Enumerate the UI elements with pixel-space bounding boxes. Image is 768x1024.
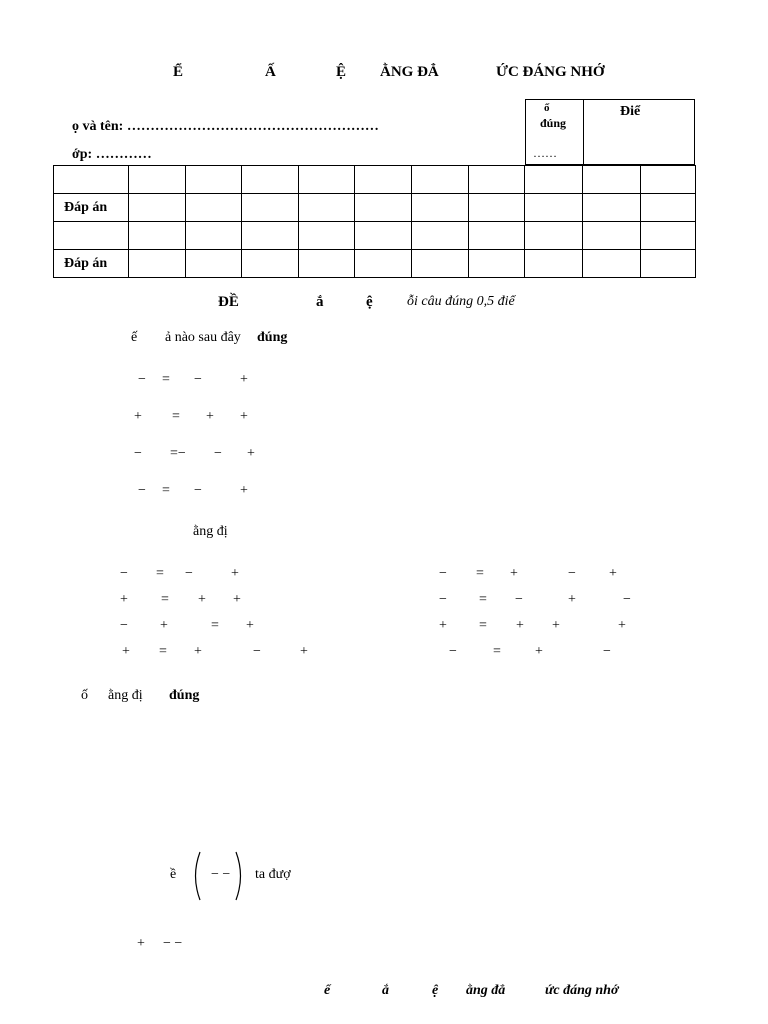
option-symbol: + [122, 644, 130, 659]
option-symbol: + [439, 618, 447, 633]
answer-cell[interactable] [641, 250, 696, 278]
score-box-divider [583, 100, 584, 164]
question-1-keyword: đúng [257, 330, 288, 345]
option-symbol: = [211, 618, 219, 633]
answer-cell[interactable] [525, 166, 583, 194]
answer-table-row [54, 194, 696, 222]
option-symbol: − [138, 372, 146, 387]
option-symbol: − [439, 566, 447, 581]
option-symbol: + [247, 446, 255, 461]
question-2-text: ằng đị [193, 524, 228, 539]
option-symbol: + [233, 592, 241, 607]
answer-cell[interactable] [583, 222, 641, 250]
option-symbol: − − [163, 936, 183, 951]
option-symbol: − [120, 618, 128, 633]
answer-cell[interactable] [186, 194, 242, 222]
option-symbol: − [134, 446, 142, 461]
right-paren-shape [236, 852, 241, 900]
answer-cell[interactable] [299, 194, 355, 222]
option-symbol: + [231, 566, 239, 581]
footer-part-4: ằng đẳ [466, 983, 506, 998]
option-symbol: − [603, 644, 611, 659]
answer-table-row [54, 166, 696, 194]
answer-cell[interactable] [242, 222, 299, 250]
option-symbol: − [194, 372, 202, 387]
answer-cell[interactable] [412, 250, 469, 278]
option-symbol: = [161, 592, 169, 607]
answer-cell[interactable] [186, 166, 242, 194]
row-label-cell [54, 222, 129, 250]
option-symbol: + [134, 409, 142, 424]
left-paren-shape [196, 852, 201, 900]
option-symbol: = [172, 409, 180, 424]
footer-part-5: ức đáng nhớ [545, 983, 619, 998]
option-symbol: − [439, 592, 447, 607]
answer-cell[interactable] [412, 222, 469, 250]
option-symbol: + [516, 618, 524, 633]
row-label-cell [54, 166, 129, 194]
option-symbol: = [162, 372, 170, 387]
option-symbol: + [510, 566, 518, 581]
option-symbol: − [138, 483, 146, 498]
answer-cell[interactable] [583, 250, 641, 278]
question-3-text: ằng đị [108, 688, 143, 703]
option-symbol: + [198, 592, 206, 607]
student-class-field: ớp: ………… [72, 147, 152, 162]
doc-title-part-1: Ể [173, 64, 184, 80]
question-1-text: ả nào sau đây [165, 330, 241, 345]
answer-cell[interactable] [525, 222, 583, 250]
option-symbol: =− [170, 446, 186, 461]
score-label: Điể [620, 104, 641, 119]
question-1-prefix: ế [131, 330, 138, 345]
answer-cell[interactable] [129, 250, 186, 278]
answer-cell[interactable] [641, 194, 696, 222]
answer-table [53, 165, 696, 278]
option-symbol: + [137, 936, 145, 951]
question-4-prefix: ề [170, 867, 177, 882]
answer-cell[interactable] [355, 250, 412, 278]
option-symbol: + [120, 592, 128, 607]
exam-heading-part-1: ĐỀ [218, 294, 239, 310]
answer-cell[interactable] [299, 166, 355, 194]
question-4-suffix: ta đượ [255, 867, 291, 882]
option-symbol: + [206, 409, 214, 424]
answer-cell[interactable] [242, 166, 299, 194]
footer-part-1: ể [324, 983, 331, 998]
row-label-cell: Đáp án [54, 250, 129, 278]
answer-cell[interactable] [641, 166, 696, 194]
option-symbol: + [240, 409, 248, 424]
answer-cell[interactable] [469, 250, 525, 278]
answer-cell[interactable] [355, 194, 412, 222]
option-symbol: = [493, 644, 501, 659]
student-name-field: ọ và tên: ……………………………………………… [72, 119, 379, 134]
score-box [525, 99, 695, 165]
doc-title-part-4: ẰNG ĐẲ [380, 64, 439, 80]
option-symbol: + [618, 618, 626, 633]
option-symbol: − [185, 566, 193, 581]
footer-part-3: ệ [432, 983, 439, 998]
option-symbol: + [609, 566, 617, 581]
answer-cell[interactable] [469, 222, 525, 250]
answer-table-row [54, 222, 696, 250]
answer-cell[interactable] [355, 166, 412, 194]
answer-cell[interactable] [525, 194, 583, 222]
correct-count-label-bottom: đúng [540, 116, 567, 130]
answer-cell[interactable] [186, 222, 242, 250]
option-symbol: + [194, 644, 202, 659]
question-3-keyword: đúng [169, 688, 200, 703]
option-symbol: − [253, 644, 261, 659]
answer-cell[interactable] [299, 222, 355, 250]
question-3-prefix: ố [81, 688, 88, 703]
answer-cell[interactable] [412, 194, 469, 222]
footer-part-2: ắ [382, 983, 389, 998]
option-symbol: − [449, 644, 457, 659]
option-symbol: + [300, 644, 308, 659]
answer-cell[interactable] [242, 250, 299, 278]
answer-cell[interactable] [525, 250, 583, 278]
answer-cell[interactable] [583, 166, 641, 194]
option-symbol: − [515, 592, 523, 607]
doc-title-part-5: ỨC ĐÁNG NHỚ [496, 64, 605, 80]
doc-title-part-3: Ệ [336, 64, 347, 80]
answer-cell[interactable] [469, 166, 525, 194]
answer-table-row [54, 250, 696, 278]
option-symbol: − [120, 566, 128, 581]
answer-cell[interactable] [242, 194, 299, 222]
exam-heading-part-2: ắ [316, 294, 324, 310]
option-symbol: − [568, 566, 576, 581]
correct-count-label-top: ố [544, 102, 550, 114]
answer-cell[interactable] [355, 222, 412, 250]
question-4-inner-expression: − − [211, 867, 231, 882]
option-symbol: = [159, 644, 167, 659]
answer-cell[interactable] [129, 194, 186, 222]
answer-cell[interactable] [299, 250, 355, 278]
answer-cell[interactable] [129, 166, 186, 194]
option-symbol: = [479, 592, 487, 607]
answer-cell[interactable] [186, 250, 242, 278]
option-symbol: = [156, 566, 164, 581]
option-symbol: = [476, 566, 484, 581]
option-symbol: − [194, 483, 202, 498]
option-symbol: + [160, 618, 168, 633]
option-symbol: = [479, 618, 487, 633]
answer-cell[interactable] [583, 194, 641, 222]
answer-cell[interactable] [412, 166, 469, 194]
option-symbol: + [535, 644, 543, 659]
option-symbol: + [240, 483, 248, 498]
doc-title-part-2: Ấ [265, 64, 276, 80]
answer-cell[interactable] [469, 194, 525, 222]
option-symbol: + [246, 618, 254, 633]
option-symbol: − [623, 592, 631, 607]
correct-count-value: …… [533, 146, 557, 160]
option-symbol: + [240, 372, 248, 387]
answer-cell[interactable] [641, 222, 696, 250]
option-symbol: + [568, 592, 576, 607]
option-symbol: − [214, 446, 222, 461]
exam-scoring-note: ỗi câu đúng 0,5 điể [407, 294, 515, 309]
option-symbol: = [162, 483, 170, 498]
option-symbol: + [552, 618, 560, 633]
answer-cell[interactable] [129, 222, 186, 250]
exam-heading-part-3: ệ [366, 294, 373, 310]
row-label-cell: Đáp án [54, 194, 129, 222]
